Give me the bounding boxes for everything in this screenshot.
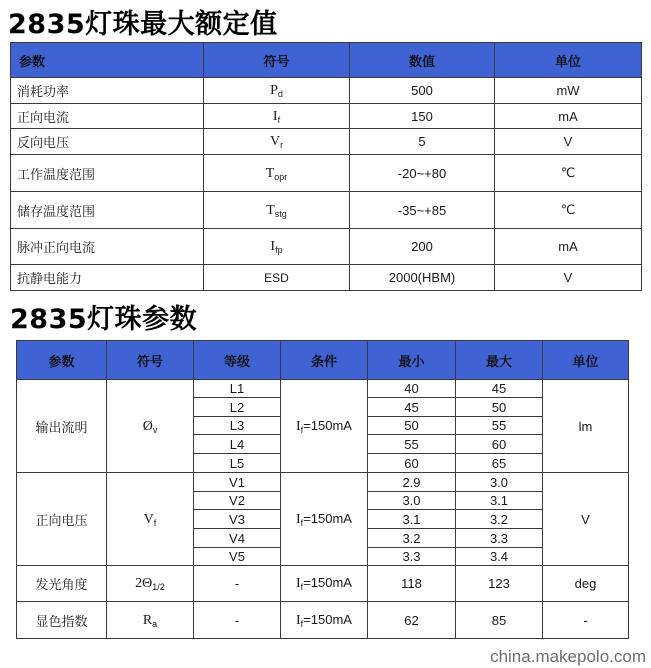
min-cell: 3.2 [368,529,456,548]
param-unit: V [495,265,642,291]
min-cell: 118 [368,566,456,602]
table-row [11,104,642,129]
unit-cell: deg [543,566,629,602]
unit-cell: lm [543,380,629,473]
condition-cell: $I_f=150mA$ [281,602,368,639]
param-symbol: $T_{stg}$ [204,192,350,229]
led-params-title: 2835灯珠参数 [10,304,198,335]
table-row [17,473,629,492]
table-header-row [11,43,642,78]
grade-cell: - [194,602,281,639]
table-row [11,265,642,291]
param-value: -20~+80 [350,155,495,192]
param-name: 显色指数 [17,602,107,639]
min-cell: 3.3 [368,548,456,566]
condition-cell: $I_f=150mA$ [281,566,368,602]
min-cell: 3.0 [368,492,456,510]
header-param: 参数 [17,341,107,380]
max-cell: 85 [456,602,543,639]
param-name: 脉冲正向电流 [11,229,204,265]
header-symbol: 符号 [204,43,350,78]
param-name: 储存温度范围 [11,192,204,229]
param-value: 200 [350,229,495,265]
header-grade: 等级 [194,341,281,380]
param-value: -35~+85 [350,192,495,229]
min-cell: 45 [368,398,456,417]
table-row [17,566,629,602]
table-row [11,229,642,265]
param-name: 正向电压 [17,473,107,566]
min-cell: 2.9 [368,473,456,492]
grade-cell: V3 [194,510,281,529]
min-cell: 50 [368,417,456,435]
param-unit: V [495,129,642,155]
param-name: 反向电压 [11,129,204,155]
grade-cell: L2 [194,398,281,417]
param-symbol: $V_f$ [107,473,194,566]
param-symbol: ESD [204,265,350,291]
param-unit: mA [495,104,642,129]
header-value: 数值 [350,43,495,78]
grade-cell: - [194,566,281,602]
min-cell: 40 [368,380,456,398]
header-min: 最小 [368,341,456,380]
grade-cell: V2 [194,492,281,510]
header-param: 参数 [11,43,204,78]
param-symbol: $I_{fp}$ [204,229,350,265]
max-cell: 55 [456,417,543,435]
grade-cell: L5 [194,454,281,473]
grade-cell: L3 [194,417,281,435]
max-cell: 45 [456,380,543,398]
param-value: 150 [350,104,495,129]
table-row [11,192,642,229]
max-cell: 3.1 [456,492,543,510]
grade-cell: V4 [194,529,281,548]
max-cell: 60 [456,435,543,454]
table-row [11,129,642,155]
min-cell: 55 [368,435,456,454]
header-unit: 单位 [543,341,629,380]
min-cell: 60 [368,454,456,473]
param-unit: ℃ [495,192,642,229]
param-symbol: $2\Theta_{1/2}$ [107,566,194,602]
param-unit: ℃ [495,155,642,192]
grade-cell: L1 [194,380,281,398]
param-symbol: $Ø_v$ [107,380,194,473]
param-name: 发光角度 [17,566,107,602]
unit-cell: V [543,473,629,566]
param-name: 输出流明 [17,380,107,473]
param-value: 2000(HBM) [350,265,495,291]
led-params-table [16,340,629,639]
condition-cell: $I_f=150mA$ [281,473,368,566]
min-cell: 62 [368,602,456,639]
table-row [11,78,642,104]
max-cell: 3.2 [456,510,543,529]
param-symbol: $P_d$ [204,78,350,104]
header-max: 最大 [456,341,543,380]
param-name: 工作温度范围 [11,155,204,192]
header-condition: 条件 [281,341,368,380]
param-unit: mW [495,78,642,104]
unit-cell: - [543,602,629,639]
param-name: 抗静电能力 [11,265,204,291]
grade-cell: V5 [194,548,281,566]
param-value: 500 [350,78,495,104]
param-symbol: $I_f$ [204,104,350,129]
grade-cell: V1 [194,473,281,492]
param-unit: mA [495,229,642,265]
param-symbol: $V_r$ [204,129,350,155]
max-cell: 3.4 [456,548,543,566]
param-name: 正向电流 [11,104,204,129]
table-header-row [17,341,629,380]
max-cell: 123 [456,566,543,602]
max-ratings-table [10,42,642,291]
param-value: 5 [350,129,495,155]
table-row [11,155,642,192]
min-cell: 3.1 [368,510,456,529]
max-cell: 50 [456,398,543,417]
watermark: china.makepolo.com [490,647,646,666]
max-ratings-title: 2835灯珠最大额定值 [8,9,278,40]
param-symbol: $R_a$ [107,602,194,639]
table-row [17,602,629,639]
max-cell: 3.0 [456,473,543,492]
max-cell: 3.3 [456,529,543,548]
param-symbol: $T_{opr}$ [204,155,350,192]
param-name: 消耗功率 [11,78,204,104]
header-unit: 单位 [495,43,642,78]
header-symbol: 符号 [107,341,194,380]
max-cell: 65 [456,454,543,473]
condition-cell: $I_f=150mA$ [281,380,368,473]
table-row [17,380,629,398]
grade-cell: L4 [194,435,281,454]
